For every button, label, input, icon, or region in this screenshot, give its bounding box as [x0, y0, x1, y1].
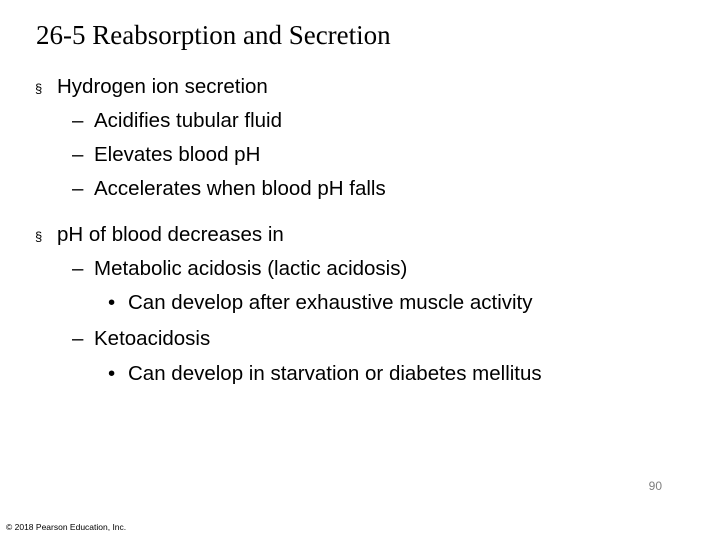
dash-bullet-icon: –	[72, 177, 84, 200]
bullet-ph-decreases	[35, 223, 284, 247]
subbullet-metabolic-acidosis	[72, 257, 408, 281]
bullet-text: Hydrogen ion secretion	[57, 75, 268, 98]
subbullet-accelerates	[72, 177, 386, 201]
subsubbullet-starvation	[108, 362, 542, 386]
square-bullet-icon: §	[35, 81, 43, 96]
subsubbullet-text: Can develop after exhaustive muscle activity	[128, 291, 533, 314]
subbullet-elevates	[72, 143, 261, 167]
dash-bullet-icon: –	[72, 109, 84, 132]
subsubbullet-muscle-activity	[108, 291, 533, 315]
page-number: 90	[648, 479, 662, 493]
dash-bullet-icon: –	[72, 257, 84, 280]
dot-bullet-icon: •	[108, 362, 116, 385]
dash-bullet-icon: –	[72, 327, 84, 350]
subbullet-text: Accelerates when blood pH falls	[94, 177, 386, 200]
bullet-text: pH of blood decreases in	[57, 223, 284, 246]
subbullet-acidifies	[72, 109, 283, 133]
subbullet-ketoacidosis	[72, 327, 211, 351]
square-bullet-icon: §	[35, 229, 43, 244]
subbullet-text: Metabolic acidosis (lactic acidosis)	[94, 257, 408, 280]
subsubbullet-text: Can develop in starvation or diabetes mellitus	[128, 362, 542, 385]
slide-title: 26-5 Reabsorption and Secretion	[36, 20, 391, 50]
subbullet-text: Acidifies tubular fluid	[94, 109, 283, 132]
bullet-hydrogen-ion-secretion	[35, 75, 268, 99]
subbullet-text: Ketoacidosis	[94, 327, 211, 350]
subbullet-text: Elevates blood pH	[94, 143, 261, 166]
copyright-notice: © 2018 Pearson Education, Inc.	[6, 522, 127, 532]
dash-bullet-icon: –	[72, 143, 84, 166]
dot-bullet-icon: •	[108, 291, 116, 314]
